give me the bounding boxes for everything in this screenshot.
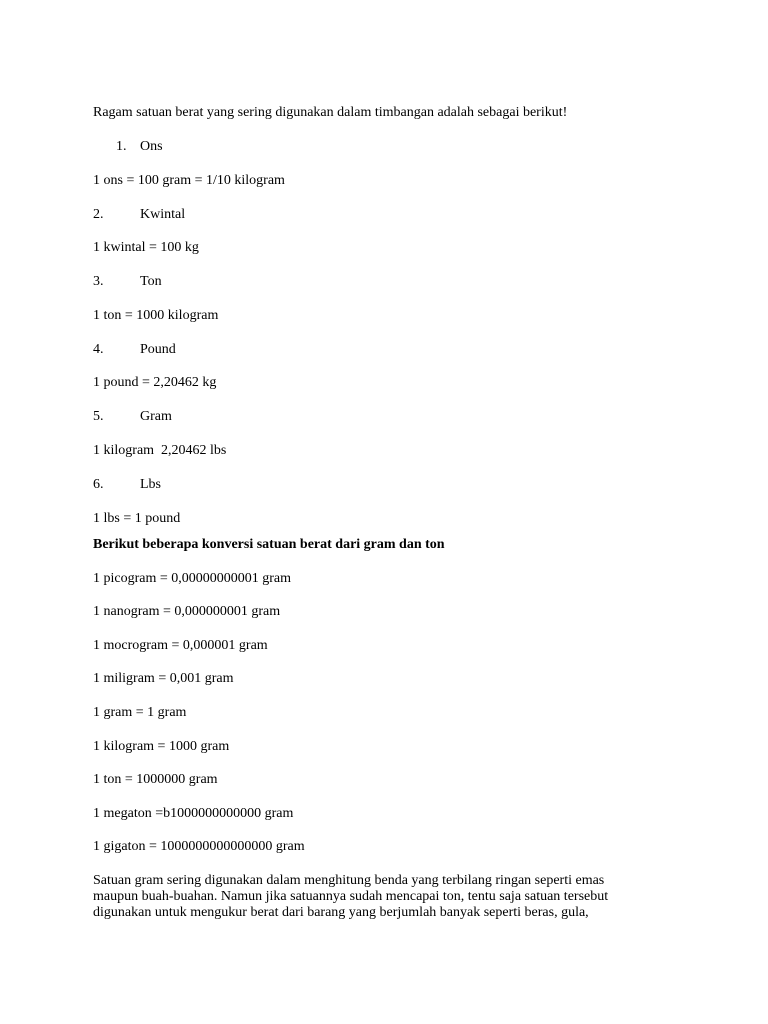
unit-conversion: 1 lbs = 1 pound	[93, 511, 181, 526]
closing-paragraph-line: Satuan gram sering digunakan dalam menghitung benda yang terbilang ringan seperti emas	[93, 873, 605, 888]
unit-number: 2.	[93, 207, 104, 222]
unit-conversion: 1 ton = 1000 kilogram	[93, 308, 219, 323]
conversion-line: 1 miligram = 0,001 gram	[93, 671, 234, 686]
conversion-line: 1 mocrogram = 0,000001 gram	[93, 638, 268, 653]
conversion-line: 1 megaton =b1000000000000 gram	[93, 806, 294, 821]
conversion-line: 1 ton = 1000000 gram	[93, 772, 218, 787]
conversion-line: 1 kilogram = 1000 gram	[93, 739, 230, 754]
unit-name: Ons	[140, 139, 163, 154]
section-heading: Berikut beberapa konversi satuan berat dari gram dan ton	[93, 537, 445, 552]
unit-number: 1.	[116, 139, 127, 154]
unit-name: Gram	[140, 409, 172, 424]
intro-text: Ragam satuan berat yang sering digunakan dalam timbangan adalah sebagai berikut!	[93, 105, 568, 120]
unit-number: 6.	[93, 477, 104, 492]
conversion-line: 1 nanogram = 0,000000001 gram	[93, 604, 281, 619]
unit-name: Kwintal	[140, 207, 186, 222]
unit-number: 4.	[93, 342, 104, 357]
unit-conversion: 1 kwintal = 100 kg	[93, 240, 199, 255]
unit-name: Ton	[140, 274, 162, 289]
conversion-line: 1 gram = 1 gram	[93, 705, 187, 720]
unit-number: 3.	[93, 274, 104, 289]
closing-paragraph-line: maupun buah-buahan. Namun jika satuannya sudah mencapai ton, tentu saja satuan tersebut	[93, 889, 609, 904]
unit-conversion: 1 ons = 100 gram = 1/10 kilogram	[93, 173, 285, 188]
unit-conversion: 1 pound = 2,20462 kg	[93, 375, 217, 390]
unit-name: Lbs	[140, 477, 161, 492]
conversion-line: 1 picogram = 0,00000000001 gram	[93, 571, 292, 586]
unit-number: 5.	[93, 409, 104, 424]
conversion-line: 1 gigaton = 1000000000000000 gram	[93, 839, 305, 854]
unit-conversion: 1 kilogram 2,20462 lbs	[93, 443, 227, 458]
closing-paragraph-line: digunakan untuk mengukur berat dari barang yang berjumlah banyak seperti beras, gula,	[93, 905, 589, 920]
unit-name: Pound	[140, 342, 176, 357]
